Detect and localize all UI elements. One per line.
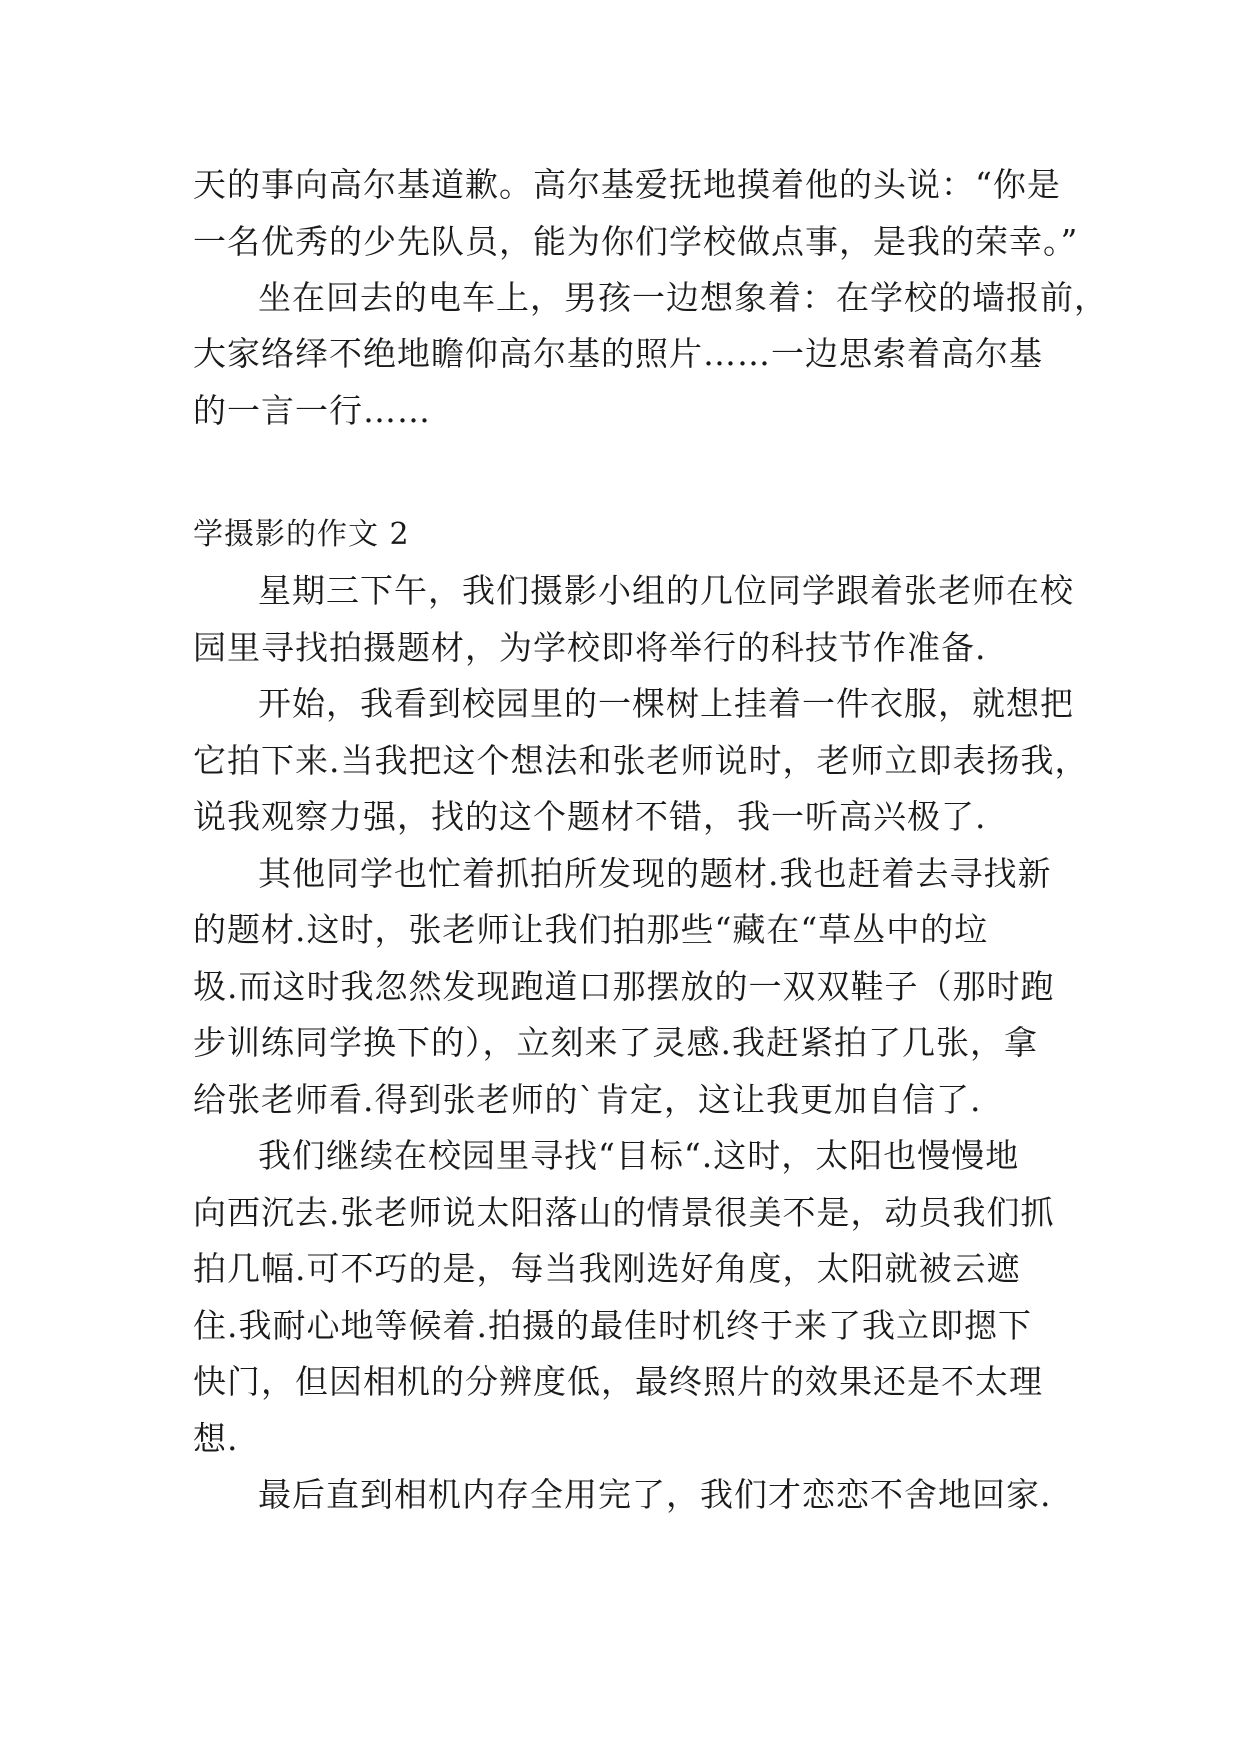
paragraph-line: 它拍下来.当我把这个想法和张老师说时，老师立即表扬我， [193, 741, 1089, 780]
paragraph-line: 一名优秀的少先队员，能为你们学校做点事，是我的荣幸。” [193, 222, 1079, 261]
paragraph-line: 最后直到相机内存全用完了，我们才恋恋不舍地回家. [258, 1475, 1052, 1514]
paragraph-line: 大家络绎不绝地瞻仰高尔基的照片……一边思索着高尔基 [193, 334, 1043, 373]
paragraph-line: 星期三下午，我们摄影小组的几位同学跟着张老师在校 [258, 571, 1074, 610]
paragraph-line: 的一言一行…… [193, 391, 431, 430]
paragraph-line: 的题材.这时，张老师让我们拍那些“藏在“草丛中的垃 [193, 910, 989, 949]
paragraph-line: 拍几幅.可不巧的是，每当我刚选好角度，太阳就被云遮 [193, 1249, 1021, 1288]
paragraph-line: 坐在回去的电车上，男孩一边想象着：在学校的墙报前， [258, 278, 1108, 317]
paragraph-line: 天的事向高尔基道歉。高尔基爱抚地摸着他的头说：“你是 [193, 165, 1061, 204]
paragraph-line: 圾.而这时我忽然发现跑道口那摆放的一双双鞋子（那时跑 [193, 967, 1055, 1006]
paragraph-line: 住.我耐心地等候着.拍摄的最佳时机终于来了我立即摁下 [193, 1306, 1032, 1345]
paragraph-line: 向西沉去.张老师说太阳落山的情景很美不是，动员我们抓 [193, 1193, 1055, 1232]
paragraph-line: 开始，我看到校园里的一棵树上挂着一件衣服，就想把 [258, 684, 1074, 723]
paragraph-line: 园里寻找拍摄题材，为学校即将举行的科技节作准备. [193, 628, 987, 667]
section-title: 学摄影的作文 2 [193, 517, 410, 552]
paragraph-line: 想. [193, 1419, 239, 1458]
paragraph-line: 我们继续在校园里寻找“目标“.这时，太阳也慢慢地 [258, 1136, 1020, 1175]
paragraph-line: 其他同学也忙着抓拍所发现的题材.我也赶着去寻找新 [258, 854, 1052, 893]
paragraph-line: 给张老师看.得到张老师的`肯定，这让我更加自信了. [193, 1080, 982, 1119]
paragraph-line: 说我观察力强，找的这个题材不错，我一听高兴极了. [193, 797, 987, 836]
paragraph-line: 快门，但因相机的分辨度低，最终照片的效果还是不太理 [193, 1362, 1043, 1401]
paragraph-line: 步训练同学换下的），立刻来了灵感.我赶紧拍了几张，拿 [193, 1023, 1038, 1062]
